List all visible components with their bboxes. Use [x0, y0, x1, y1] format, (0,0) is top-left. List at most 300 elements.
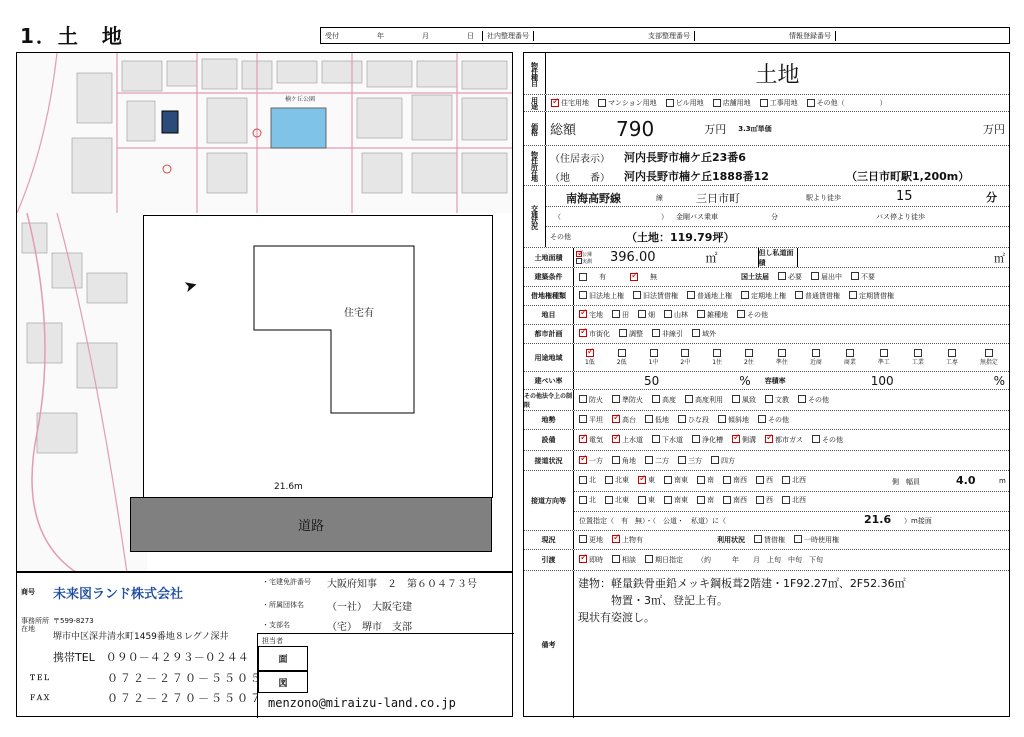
access-option-label: 四方 — [721, 456, 735, 465]
status-option-checkbox[interactable] — [579, 535, 587, 543]
land-category-option-checkbox[interactable] — [638, 310, 646, 318]
lot-number-label: （地 番） — [550, 173, 610, 184]
bcr-value: 50 — [644, 373, 660, 388]
land-category-option-label: 山林 — [674, 311, 688, 319]
city-plan-option-checkbox[interactable] — [652, 329, 660, 337]
access-option-label: 二方 — [655, 456, 669, 465]
zone-label: 2中 — [680, 359, 691, 366]
terrain-option-checkbox[interactable] — [645, 415, 653, 423]
road-direction-options-1 — [574, 475, 810, 485]
report-label: 国土法届 — [741, 273, 769, 281]
facility-options — [574, 435, 847, 445]
terrain-row — [524, 411, 1009, 430]
road-direction-option-checkbox[interactable] — [697, 496, 705, 504]
road-direction-option-checkbox[interactable] — [723, 496, 731, 504]
company-info — [16, 572, 513, 717]
price-row — [524, 112, 1009, 146]
private-road-unit: ㎡ — [994, 251, 1005, 265]
status-option-label: 更地 — [589, 536, 603, 544]
area-official-label: 公簿 — [582, 251, 593, 258]
land-category-option-label: 田 — [622, 311, 629, 319]
city-plan-label: 都市計画 — [524, 325, 574, 343]
frontage-unit: ）m接面 — [904, 517, 932, 525]
walk-minutes: 15 — [896, 189, 913, 204]
limit-option-checkbox[interactable] — [798, 395, 806, 403]
usage-option-label: 賃借権 — [764, 536, 785, 544]
road-direction-option-checkbox[interactable] — [579, 496, 587, 504]
access-option-checkbox[interactable] — [711, 456, 719, 464]
per-tsubo-label: 3.3㎡単価 — [738, 124, 772, 133]
status-option-checkbox[interactable] — [612, 535, 620, 543]
road-direction-option-label: 南東 — [674, 476, 688, 484]
report-option-label: 届出中 — [821, 273, 842, 281]
limit-option-checkbox[interactable] — [579, 395, 587, 403]
zone-label: 工専 — [945, 359, 958, 366]
trade-name-label: 商号 — [21, 588, 35, 596]
price-label: 価格 — [524, 112, 546, 145]
limit-option-checkbox[interactable] — [765, 395, 773, 403]
day-label: 日 — [467, 31, 474, 40]
address-display-label: （住居表示） — [550, 154, 610, 165]
zone-checkbox[interactable] — [681, 349, 689, 357]
land-category-option-label: その他 — [747, 311, 768, 319]
limit-option-checkbox[interactable] — [612, 395, 620, 403]
walk-label: 駅より徒歩 — [806, 194, 841, 202]
road-direction-option-label: 北 — [589, 496, 596, 504]
usage-options — [749, 535, 843, 545]
year-label: 年 — [377, 31, 384, 40]
handover-date: （約 年 月 上旬 中旬 下旬 — [697, 556, 823, 564]
land-category-label: 地目 — [524, 306, 574, 324]
zone-label: 準住 — [775, 359, 788, 366]
report-options — [773, 272, 879, 282]
terrain-option-label: 傾斜地 — [728, 416, 749, 424]
use-option-label: ビル用地 — [675, 99, 704, 107]
access-label: 接道状況 — [524, 451, 574, 470]
report-option-checkbox[interactable] — [851, 272, 859, 280]
facility-option-label: 電気 — [589, 436, 603, 444]
kind-value: 土地 — [755, 63, 800, 88]
use-option-label: 住宅用地 — [561, 99, 589, 107]
zone-checkbox[interactable] — [745, 349, 753, 357]
land-category-options — [574, 310, 772, 320]
zone-checkbox[interactable] — [880, 349, 888, 357]
terrain-option-checkbox[interactable] — [579, 415, 587, 423]
per-tsubo-unit: 万円 — [983, 122, 1005, 136]
road-direction-option-label: 北西 — [792, 476, 806, 484]
stamp-face: 面 — [258, 646, 308, 671]
facility-option-checkbox[interactable] — [732, 435, 740, 443]
terrain-option-checkbox[interactable] — [678, 415, 686, 423]
area-measured-checkbox[interactable] — [576, 258, 582, 264]
access-option-checkbox[interactable] — [645, 456, 653, 464]
received-label: 受付 — [325, 31, 339, 40]
train-line-suffix: 線 — [656, 194, 663, 202]
use-option-label: 工事用地 — [769, 99, 798, 107]
city-plan-row — [524, 325, 1009, 344]
train-line: 南海高野線 — [566, 192, 621, 205]
association-label: ・所属団体名 — [262, 601, 304, 609]
access-row — [524, 451, 1009, 471]
facility-option-label: 下水道 — [662, 436, 683, 444]
limit-option-label: 防火 — [589, 396, 603, 404]
handover-options — [574, 555, 687, 565]
city-plan-option-checkbox[interactable] — [619, 329, 627, 337]
build-cond-yes-checkbox[interactable] — [579, 273, 587, 281]
month-label: 月 — [422, 31, 429, 40]
facility-option-label: 側溝 — [742, 436, 756, 444]
road-direction-option-checkbox[interactable] — [605, 496, 613, 504]
building-outline — [144, 216, 494, 499]
fax-number: ０７２－２７０－５５０７ — [107, 692, 263, 705]
use-option-checkbox[interactable] — [713, 99, 721, 107]
facility-option-checkbox[interactable] — [579, 435, 587, 443]
land-category-option-checkbox[interactable] — [579, 310, 587, 318]
build-condition-row — [524, 268, 1009, 287]
info-number-label: 情報登録番号 — [785, 31, 836, 41]
use-row — [524, 95, 1009, 112]
terrain-option-checkbox[interactable] — [718, 415, 726, 423]
other-transport-value: （土地：119.79坪） — [626, 231, 735, 244]
license-label: ・宅建免許番号 — [262, 578, 311, 586]
access-option-checkbox[interactable] — [612, 456, 620, 464]
zone-label: 1住 — [712, 359, 723, 366]
road-direction-option-checkbox[interactable] — [638, 476, 646, 484]
park-label: 楠ケ丘公園 — [285, 96, 316, 103]
rights-option-checkbox[interactable] — [849, 291, 857, 299]
rights-label: 借地権種類 — [524, 287, 574, 305]
bcr-unit: % — [739, 373, 751, 388]
road-direction-option-checkbox[interactable] — [664, 496, 672, 504]
access-option-label: 三方 — [688, 456, 702, 465]
road-direction-option-checkbox[interactable] — [638, 496, 646, 504]
remarks-label: 備考 — [524, 571, 574, 718]
area-unit: ㎡ — [705, 251, 718, 265]
bus-open: （ — [554, 213, 561, 221]
build-cond-yes: 有 — [599, 273, 606, 281]
far-value: 100 — [870, 373, 894, 388]
status-label: 現況 — [524, 531, 574, 549]
zip-code: 〒599-8273 — [53, 617, 94, 625]
use-option-checkbox[interactable] — [807, 99, 815, 107]
status-row — [524, 531, 1009, 550]
status-option-label: 上物有 — [622, 536, 643, 544]
zone-option — [980, 349, 998, 366]
road-direction-option-label: 北東 — [615, 496, 629, 504]
report-option-label: 必要 — [788, 273, 802, 281]
area-value: 396.00 — [610, 250, 656, 265]
zone-checkbox[interactable] — [948, 349, 956, 357]
road-direction-option-checkbox[interactable] — [756, 476, 764, 484]
staff-box — [257, 633, 514, 718]
registration-header — [320, 27, 1010, 44]
terrain-option-label: 平坦 — [589, 416, 603, 424]
road-direction-option-checkbox[interactable] — [782, 496, 790, 504]
designation-text: 位置指定（ 有 無）・（ 公道・ 私道）に（ — [579, 517, 726, 525]
bus-close: ） — [661, 213, 668, 221]
rights-option-checkbox[interactable] — [579, 291, 587, 299]
lot-plan — [143, 215, 493, 498]
use-option-checkbox[interactable] — [666, 99, 674, 107]
usage-option-checkbox[interactable] — [794, 535, 802, 543]
zone-option — [810, 349, 822, 366]
road-direction-option-checkbox[interactable] — [664, 476, 672, 484]
land-category-option-label: 雑種地 — [707, 311, 728, 319]
terrain-label: 地勢 — [524, 411, 574, 429]
area-official-checkbox[interactable] — [576, 251, 582, 257]
road-direction-option-checkbox[interactable] — [723, 476, 731, 484]
zone-checkbox[interactable] — [812, 349, 820, 357]
land-category-row — [524, 306, 1009, 325]
terrain-option-label: 低地 — [655, 416, 669, 424]
side-map-image — [17, 213, 147, 572]
location-row — [524, 146, 1009, 186]
road-direction-option-checkbox[interactable] — [605, 476, 613, 484]
rights-option-label: 旧法地上権 — [589, 292, 624, 300]
road-direction-option-checkbox[interactable] — [756, 496, 764, 504]
page-title: 1．土 地 — [20, 24, 124, 48]
north-arrow-icon: ➤ — [181, 274, 200, 297]
rights-option-label: 定期賃借権 — [859, 292, 894, 300]
land-category-option-label: 畑 — [648, 311, 655, 319]
stamp-map: 図 — [258, 671, 308, 693]
zone-checkbox[interactable] — [985, 349, 993, 357]
zone-label: 用途地域 — [524, 344, 574, 371]
limit-option-label: 準防火 — [622, 396, 643, 404]
address: 堺市中区深井清水町1459番地８レグノ深井 — [53, 632, 229, 642]
city-plan-option-label: 域外 — [702, 330, 716, 338]
tel-label: ＴＥＬ — [29, 674, 50, 682]
road-direction-option-checkbox[interactable] — [579, 476, 587, 484]
zone-option — [585, 349, 595, 366]
facility-option-checkbox[interactable] — [652, 435, 660, 443]
report-option-checkbox[interactable] — [778, 272, 786, 280]
rights-option-checkbox[interactable] — [795, 291, 803, 299]
bus-minutes-unit: 分 — [771, 213, 778, 221]
road-direction-option-label: 南東 — [674, 496, 688, 504]
limits-row — [524, 390, 1009, 411]
station-distance: （三日市町駅1,200m） — [846, 170, 970, 183]
zone-label: 工業 — [911, 359, 924, 366]
transport-label: 交通状況 — [524, 186, 546, 247]
rights-option-checkbox[interactable] — [741, 291, 749, 299]
kind-label: 物件種目 — [524, 53, 546, 94]
facility-option-checkbox[interactable] — [765, 435, 773, 443]
road-direction-option-label: 南 — [707, 496, 714, 504]
access-option-checkbox[interactable] — [678, 456, 686, 464]
report-option-checkbox[interactable] — [811, 272, 819, 280]
road-direction-option-label: 南 — [707, 476, 714, 484]
zone-option — [744, 349, 754, 366]
property-table — [523, 52, 1010, 717]
zone-option — [712, 349, 722, 366]
email: menzono@miraizu-land.co.jp — [268, 696, 456, 710]
limit-option-label: 文教 — [775, 396, 789, 404]
staff-label: 担当者 — [262, 637, 283, 645]
facility-option-label: 浄化槽 — [702, 436, 723, 444]
road-direction-option-label: 北東 — [615, 476, 629, 484]
facility-option-checkbox[interactable] — [612, 435, 620, 443]
limit-option-checkbox[interactable] — [652, 395, 660, 403]
city-plan-options — [574, 329, 720, 339]
road-direction-option-label: 南西 — [733, 476, 747, 484]
handover-option-label: 相談 — [622, 556, 636, 564]
limit-option-label: その他 — [808, 396, 829, 404]
zone-option — [878, 349, 890, 366]
facility-option-checkbox[interactable] — [812, 435, 820, 443]
area-measured-label: 実測 — [582, 258, 593, 265]
city-plan-option-label: 非線引 — [662, 330, 683, 338]
kind-row — [524, 53, 1009, 95]
road-direction-option-label: 西 — [766, 496, 773, 504]
handover-option-checkbox[interactable] — [612, 555, 620, 563]
city-plan-option-checkbox[interactable] — [579, 329, 587, 337]
zone-label: 近商 — [809, 359, 822, 366]
zone-checkbox[interactable] — [586, 349, 594, 357]
land-category-option-checkbox[interactable] — [737, 310, 745, 318]
total-value: 790 — [616, 116, 655, 141]
use-option-checkbox[interactable] — [551, 99, 559, 107]
terrain-option-label: その他 — [768, 416, 789, 424]
zone-checkbox[interactable] — [618, 349, 626, 357]
tel-number: ０７２－２７０－５５０５ — [107, 672, 263, 685]
zone-label: 1中 — [648, 359, 659, 366]
street-map-image — [17, 53, 513, 213]
build-cond-no: 無 — [650, 273, 657, 281]
use-option-checkbox[interactable] — [598, 99, 606, 107]
road-direction-option-label: 北 — [589, 476, 596, 484]
facility-option-checkbox[interactable] — [692, 435, 700, 443]
usage-option-label: 一時使用権 — [804, 536, 839, 544]
terrain-option-checkbox[interactable] — [758, 415, 766, 423]
zone-option — [649, 349, 659, 366]
zone-label: 2低 — [616, 359, 627, 366]
zone-option — [946, 349, 958, 366]
access-option-label: 一方 — [589, 456, 603, 465]
land-category-option-checkbox[interactable] — [612, 310, 620, 318]
zone-option — [844, 349, 856, 366]
association-value: （一社） 大阪宅建 — [327, 602, 412, 613]
handover-row — [524, 550, 1009, 571]
use-option-label: マンション用地 — [608, 99, 657, 107]
road-label: 道路 — [130, 497, 492, 552]
zone-checkbox[interactable] — [713, 349, 721, 357]
private-road-label: 但し私道面積 — [758, 248, 798, 267]
zone-label: 準工 — [877, 359, 890, 366]
rights-option-label: 普通賃借権 — [805, 292, 840, 300]
zone-label: 1低 — [584, 359, 595, 366]
road-direction-option-label: 東 — [648, 496, 655, 504]
far-unit: % — [993, 373, 1005, 388]
zone-checkbox[interactable] — [650, 349, 658, 357]
land-category-option-checkbox[interactable] — [664, 310, 672, 318]
limits-label: その他法令上の制限 — [524, 390, 574, 410]
total-label: 総額 — [550, 123, 577, 138]
zone-options — [574, 349, 1009, 366]
area-row — [524, 248, 1009, 268]
limit-option-label: 風致 — [742, 396, 756, 404]
facility-option-label: 都市ガス — [775, 436, 803, 444]
rights-option-checkbox[interactable] — [687, 291, 695, 299]
zone-checkbox[interactable] — [846, 349, 854, 357]
location-values — [546, 146, 1009, 185]
road-direction-option-label: 西 — [766, 476, 773, 484]
report-option-label: 不要 — [861, 273, 875, 281]
road-direction-option-label: 南西 — [733, 496, 747, 504]
mobile-tel: 携帯TEL ０９０－４２９３－０２４４ — [53, 651, 249, 664]
internal-number-label: 社内整理番号 — [482, 31, 534, 41]
city-plan-option-checkbox[interactable] — [692, 329, 700, 337]
office-label: 事務所所在地 — [21, 617, 49, 633]
house-label: 住宅有 — [344, 308, 374, 319]
rights-option-checkbox[interactable] — [633, 291, 641, 299]
use-option-label: その他（ ） — [816, 99, 887, 107]
rights-option-label: 定期地上権 — [751, 292, 786, 300]
limit-option-checkbox[interactable] — [685, 395, 693, 403]
handover-option-checkbox[interactable] — [579, 555, 587, 563]
frontage-label: 21.6m — [274, 482, 303, 492]
road-direction-option-checkbox[interactable] — [782, 476, 790, 484]
remarks-line-2: 物置・3㎡、登記上有。 — [578, 594, 728, 607]
zone-option — [617, 349, 627, 366]
zone-checkbox[interactable] — [914, 349, 922, 357]
area-label: 土地面積 — [524, 248, 574, 267]
road-direction-option-label: 東 — [648, 476, 655, 484]
handover-option-checkbox[interactable] — [645, 555, 653, 563]
terrain-option-label: ひな段 — [688, 416, 709, 424]
terrain-option-checkbox[interactable] — [612, 415, 620, 423]
zone-option — [680, 349, 690, 366]
ratio-row — [524, 372, 1009, 390]
use-option-checkbox[interactable] — [760, 99, 768, 107]
lot-number: 河内長野市楠ケ丘1888番12 — [624, 170, 769, 183]
zone-label: 商業 — [843, 359, 856, 366]
usage-option-checkbox[interactable] — [754, 535, 762, 543]
handover-option-label: 期日指定 — [655, 556, 683, 564]
city-plan-option-label: 調整 — [629, 330, 643, 338]
build-condition-label: 建築条件 — [524, 268, 574, 286]
remarks-line-3: 現状有姿渡し。 — [578, 611, 655, 624]
build-cond-no-checkbox[interactable] — [630, 273, 638, 281]
address-display: 河内長野市楠ケ丘23番6 — [624, 151, 746, 164]
zone-row — [524, 344, 1009, 372]
road-direction-options-2 — [574, 495, 810, 505]
zone-checkbox[interactable] — [778, 349, 786, 357]
branch-number-label: 支部整理番号 — [644, 31, 695, 41]
handover-option-label: 即時 — [589, 556, 603, 564]
branch-label: ・支部名 — [262, 621, 290, 629]
rights-row — [524, 287, 1009, 306]
use-options — [546, 98, 891, 108]
fax-label: ＦＡＸ — [29, 694, 50, 702]
usage-label: 利用状況 — [717, 536, 745, 544]
access-option-checkbox[interactable] — [579, 456, 587, 464]
far-label: 容積率 — [764, 376, 786, 385]
width-unit: m — [999, 477, 1006, 485]
bcr-label: 建ぺい率 — [524, 372, 574, 389]
road-direction-option-checkbox[interactable] — [697, 476, 705, 484]
handover-label: 引渡 — [524, 550, 574, 570]
zone-option — [912, 349, 924, 366]
land-category-option-checkbox[interactable] — [697, 310, 705, 318]
use-option-label: 店舗用地 — [722, 99, 751, 107]
zone-label: 2住 — [744, 359, 754, 366]
facility-label: 設備 — [524, 430, 574, 450]
limit-option-checkbox[interactable] — [732, 395, 740, 403]
bus-walk-label: バス停より徒歩 — [876, 213, 925, 221]
transport-values — [546, 186, 1009, 247]
facility-row — [524, 430, 1009, 451]
